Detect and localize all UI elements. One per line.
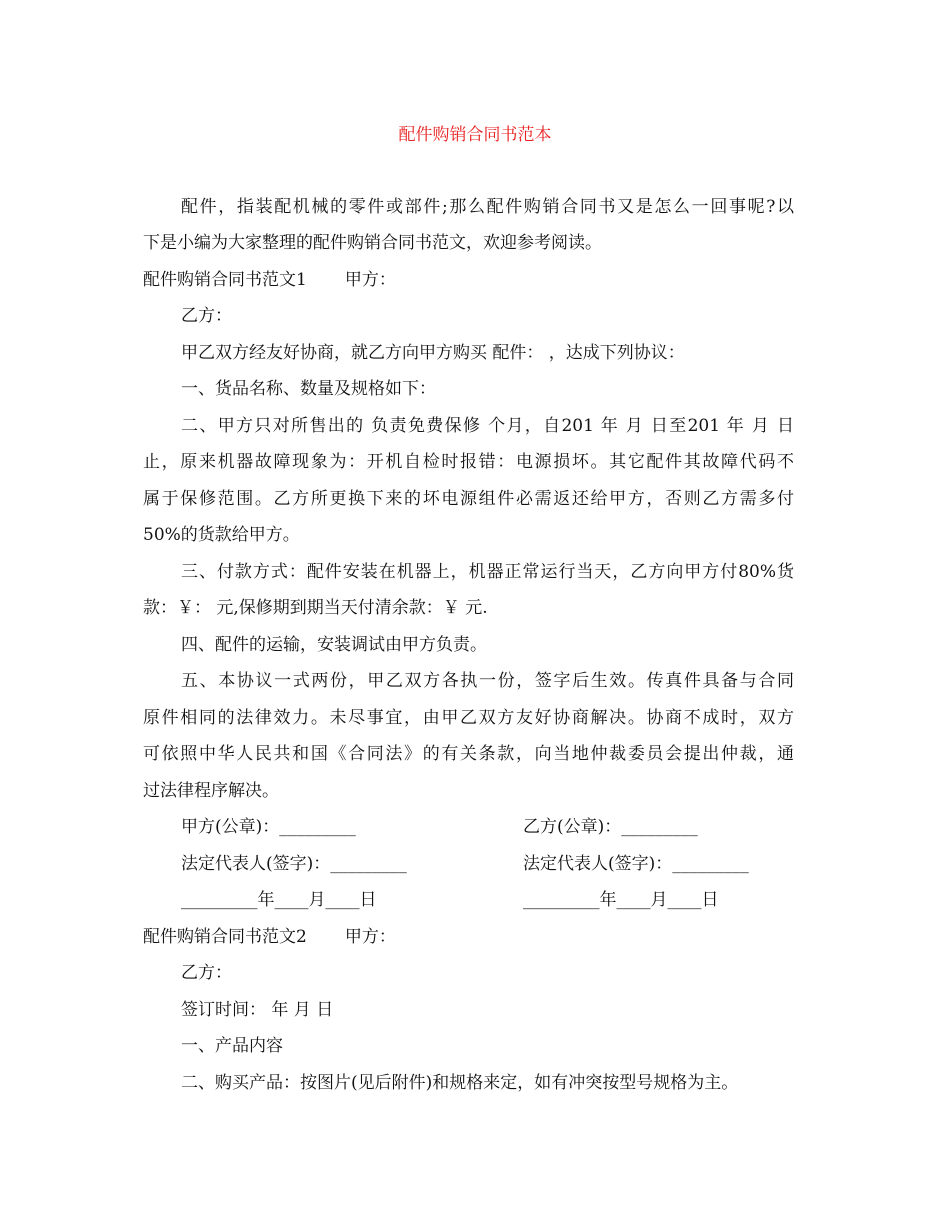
sample2-heading-row (143, 924, 396, 950)
sample1-clause-2-line-4: 50%的货款给甲方。 (143, 525, 300, 545)
sample1-clause-2-line-1: 二、甲方只对所售出的 负责免费保修 个月，自201 年 月 日至201 年 月 日 (181, 416, 794, 436)
sample1-clause-4: 四、配件的运输，安装调试由甲方负责。 (181, 635, 487, 655)
sample2-heading: 配件购销合同书范文2 (143, 927, 307, 947)
sample1-clause-3-line-2: 款：￥： 元,保修期到期当天付清余款：￥ 元. (143, 598, 488, 618)
sample1-agreement: 甲乙双方经友好协商，就乙方向甲方购买 配件： ，达成下列协议： (181, 343, 685, 363)
sample1-heading: 配件购销合同书范文1 (143, 270, 307, 290)
sample1-party-a: 甲方： (344, 270, 396, 290)
sample1-clause-5-line-3: 可依照中华人民共和国《合同法》的有关条款，向当地仲裁委员会提出仲裁，通 (143, 744, 794, 764)
sample2-party-b: 乙方： (181, 963, 232, 983)
sample1-clause-2-line-3: 属于保修范围。乙方所更换下来的坏电源组件必需返还给甲方，否则乙方需多付 (143, 489, 794, 509)
sample1-clause-3-line-1: 三、付款方式：配件安装在机器上，机器正常运行当天，乙方向甲方付80%货 (181, 562, 794, 582)
sample1-clause-5-line-2: 原件相同的法律效力。未尽事宜，由甲乙双方友好协商解决。协商不成时，双方 (143, 708, 794, 728)
sample1-clause-5-line-4: 过法律程序解决。 (143, 781, 279, 801)
document-title: 配件购销合同书范本 (398, 125, 552, 145)
intro-line-2: 下是小编为大家整理的配件购销合同书范文，欢迎参考阅读。 (143, 233, 602, 253)
party-b-seal: 乙方(公章)：_________ (523, 817, 698, 837)
sample2-item-2: 二、购买产品：按图片(见后附件)和规格来定，如有冲突按型号规格为主。 (181, 1073, 739, 1093)
party-a-date: _________年____月____日 (181, 890, 377, 910)
intro-line-1: 配件，指装配机械的零件或部件;那么配件购销合同书又是怎么一回事呢?以 (181, 197, 794, 217)
sample2-party-a: 甲方： (344, 927, 396, 947)
sample1-party-b: 乙方： (181, 306, 232, 326)
sample1-clause-2-line-2: 止，原来机器故障现象为：开机自检时报错：电源损坏。其它配件其故障代码不 (143, 452, 794, 472)
sample1-clause-5-line-1: 五、本协议一式两份，甲乙双方各执一份，签字后生效。传真件具备与合同 (181, 671, 794, 691)
sample1-heading-row (143, 267, 396, 293)
party-a-seal: 甲方(公章)：_________ (181, 817, 356, 837)
sample1-clause-1: 一、货品名称、数量及规格如下： (181, 379, 436, 399)
party-b-date: _________年____月____日 (523, 890, 719, 910)
sample2-sign-time: 签订时间： 年 月 日 (181, 1000, 334, 1020)
sample2-item-1: 一、产品内容 (181, 1036, 283, 1056)
party-a-representative: 法定代表人(签字)：_________ (181, 854, 407, 874)
party-b-representative: 法定代表人(签字)：_________ (523, 854, 749, 874)
